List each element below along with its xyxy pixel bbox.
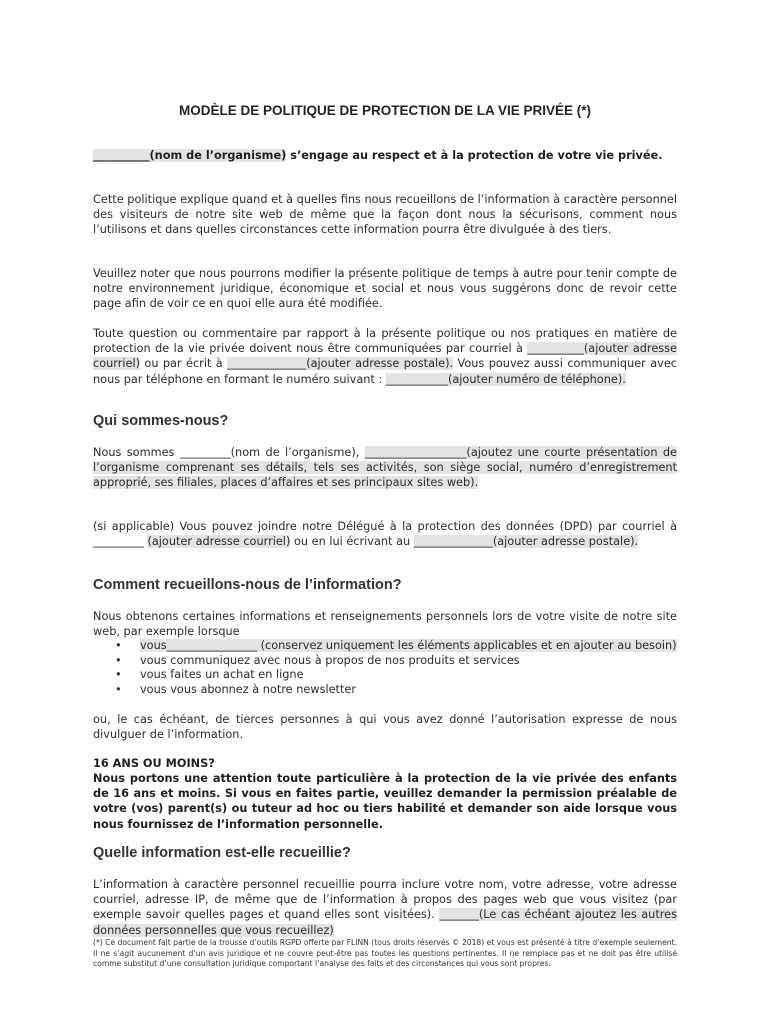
dpo-text-2: ou en lui écrivant au bbox=[290, 535, 414, 549]
list-item bbox=[93, 683, 677, 698]
list-item bbox=[93, 639, 677, 654]
paragraph-changes: Veuillez noter que nous pourrons modifier la présente politique de temps à autre pour tenir compte de notre environnement juridique, économique et social et nous vous suggérons donc de revoir cette page afin de voir ce en quoi elle aura été modifiée. bbox=[93, 267, 677, 311]
other-data-blank[interactable]: _______(Le cas échéant ajoutez les autres données personnelles que vous recueillez) bbox=[93, 908, 678, 937]
what-text: L’information à caractère personnel recueillie pourra inclure votre nom, votre adresse, votre adresse courriel, adresse IP, de même que de l’information à propos des pages web que vous visitez (par exemple savoir quelles pages et quand elles sont visitées). bbox=[93, 878, 677, 922]
dpo-email-blank[interactable]: (ajouter adresse courriel) bbox=[147, 535, 291, 549]
contact-text-3: Vous pouvez aussi communiquer avec nous par téléphone en formant le numéro suivant : bbox=[93, 357, 677, 386]
contact-text-1: Toute question ou commentaire par rapport à la présente politique ou nos pratiques en matière de protection de la vie privée doivent nous être communiquées par courriel à bbox=[93, 327, 677, 356]
heading-what-info: Quelle information est-elle recueillie? bbox=[93, 845, 351, 861]
bullet-3-text: vous faites un achat en ligne bbox=[140, 668, 304, 682]
paragraph-dpo bbox=[93, 519, 677, 549]
document-title: MODÈLE DE POLITIQUE DE PROTECTION DE LA VIE PRIVÉE (*) bbox=[178, 103, 592, 118]
bullet-icon: • bbox=[115, 653, 122, 667]
organisation-presentation-blank[interactable]: __________________(ajoutez une courte présentation de l’organisme comprenant ses détails, tels ses activités, son siège social, numéro d’enregistrement approprié, ses filiales, places d’affaires et ses principaux sites web). bbox=[93, 446, 677, 490]
bullet-icon: • bbox=[115, 639, 122, 652]
dpo-text-1: (si applicable) Vous pouvez joindre notre Délégué à la protection des données (DPD) par courriel à _________ bbox=[93, 520, 677, 549]
bullet-1-text[interactable]: vous________________ bbox=[140, 639, 261, 652]
email-address-blank[interactable]: __________(ajouter adresse courriel) bbox=[93, 342, 677, 371]
who-text: Nous sommes _________(nom de l’organisme), bbox=[93, 446, 365, 459]
heading-who-we-are: Qui sommes-nous? bbox=[93, 413, 229, 429]
paragraph-contact bbox=[93, 326, 677, 387]
heading-how-collect: Comment recueillons-nous de l’information? bbox=[93, 577, 402, 593]
intro-text: s’engage au respect et à la protection de votre vie privée. bbox=[286, 149, 663, 162]
paragraph-how-outro: ou, le cas échéant, de tierces personnes à qui vous avez donné l’autorisation expresse de nous divulguer de l’information. bbox=[93, 713, 677, 742]
age-paragraph: Nous portons une attention toute particulière à la protection de la vie privée des enfants de 16 ans et moins. Si vous en faites partie, veuillez demander la permission préalable de votre (vos) parent(s) ou tuteur ad hoc ou tiers habilité et demander son aide lorsque vous nous fournissez de l’information personnelle. bbox=[93, 772, 677, 831]
paragraph-how-intro: Nous obtenons certaines informations et renseignements personnels lors de votre visite de notre site web, par exemple lorsque bbox=[93, 610, 677, 639]
paragraph-purpose: Cette politique explique quand et à quelles fins nous recueillons de l’information à caractère personnel des visiteurs de notre site web de même que la façon dont nous la sécurisons, comment nous l’utilisons et dans quelles circonstances cette information pourra être divulguée à des tiers. bbox=[93, 193, 677, 237]
paragraph-what-info bbox=[93, 877, 677, 938]
paragraph-who-we-are bbox=[93, 445, 677, 491]
postal-address-blank[interactable]: ______________(ajouter adresse postale). bbox=[227, 357, 454, 371]
contact-text-2: ou par écrit à bbox=[140, 357, 228, 371]
footnote: (*) Ce document fait partie de la trousse d’outils RGPD offerte par FLINN (tous droits réservés © 2018) et vous est présenté à titre d’exemple seulement. Il ne s’agit aucunement d’un avis juridique et ne couvre peut-être pas toutes les questions pertinentes. Il ne remplace pas et ne doit pas être utilisé comme substitut d’une consultation juridique comportant l’analyse des faits et des circonstances qui vous sont propres. bbox=[93, 938, 677, 969]
bullet-2-text: vous communiquez avec nous à propos de nos produits et services bbox=[140, 653, 520, 667]
phone-number-blank[interactable]: ___________(ajouter numéro de téléphone). bbox=[385, 372, 626, 386]
bullet-4-text: vous vous abonnez à notre newsletter bbox=[140, 682, 356, 696]
list-item bbox=[93, 668, 677, 683]
bullet-1-note[interactable]: (conservez uniquement les éléments applicables et en ajouter au besoin) bbox=[260, 639, 677, 652]
dpo-postal-blank[interactable]: ______________(ajouter adresse postale). bbox=[413, 535, 639, 549]
organisation-name-blank[interactable]: __________(nom de l’organisme) bbox=[93, 149, 287, 162]
bullet-icon: • bbox=[115, 668, 122, 682]
age-heading: 16 ANS OU MOINS? bbox=[93, 757, 215, 770]
bullet-icon: • bbox=[115, 682, 122, 696]
intro-paragraph bbox=[93, 148, 677, 163]
list-item bbox=[93, 654, 677, 669]
collection-list bbox=[93, 639, 677, 697]
